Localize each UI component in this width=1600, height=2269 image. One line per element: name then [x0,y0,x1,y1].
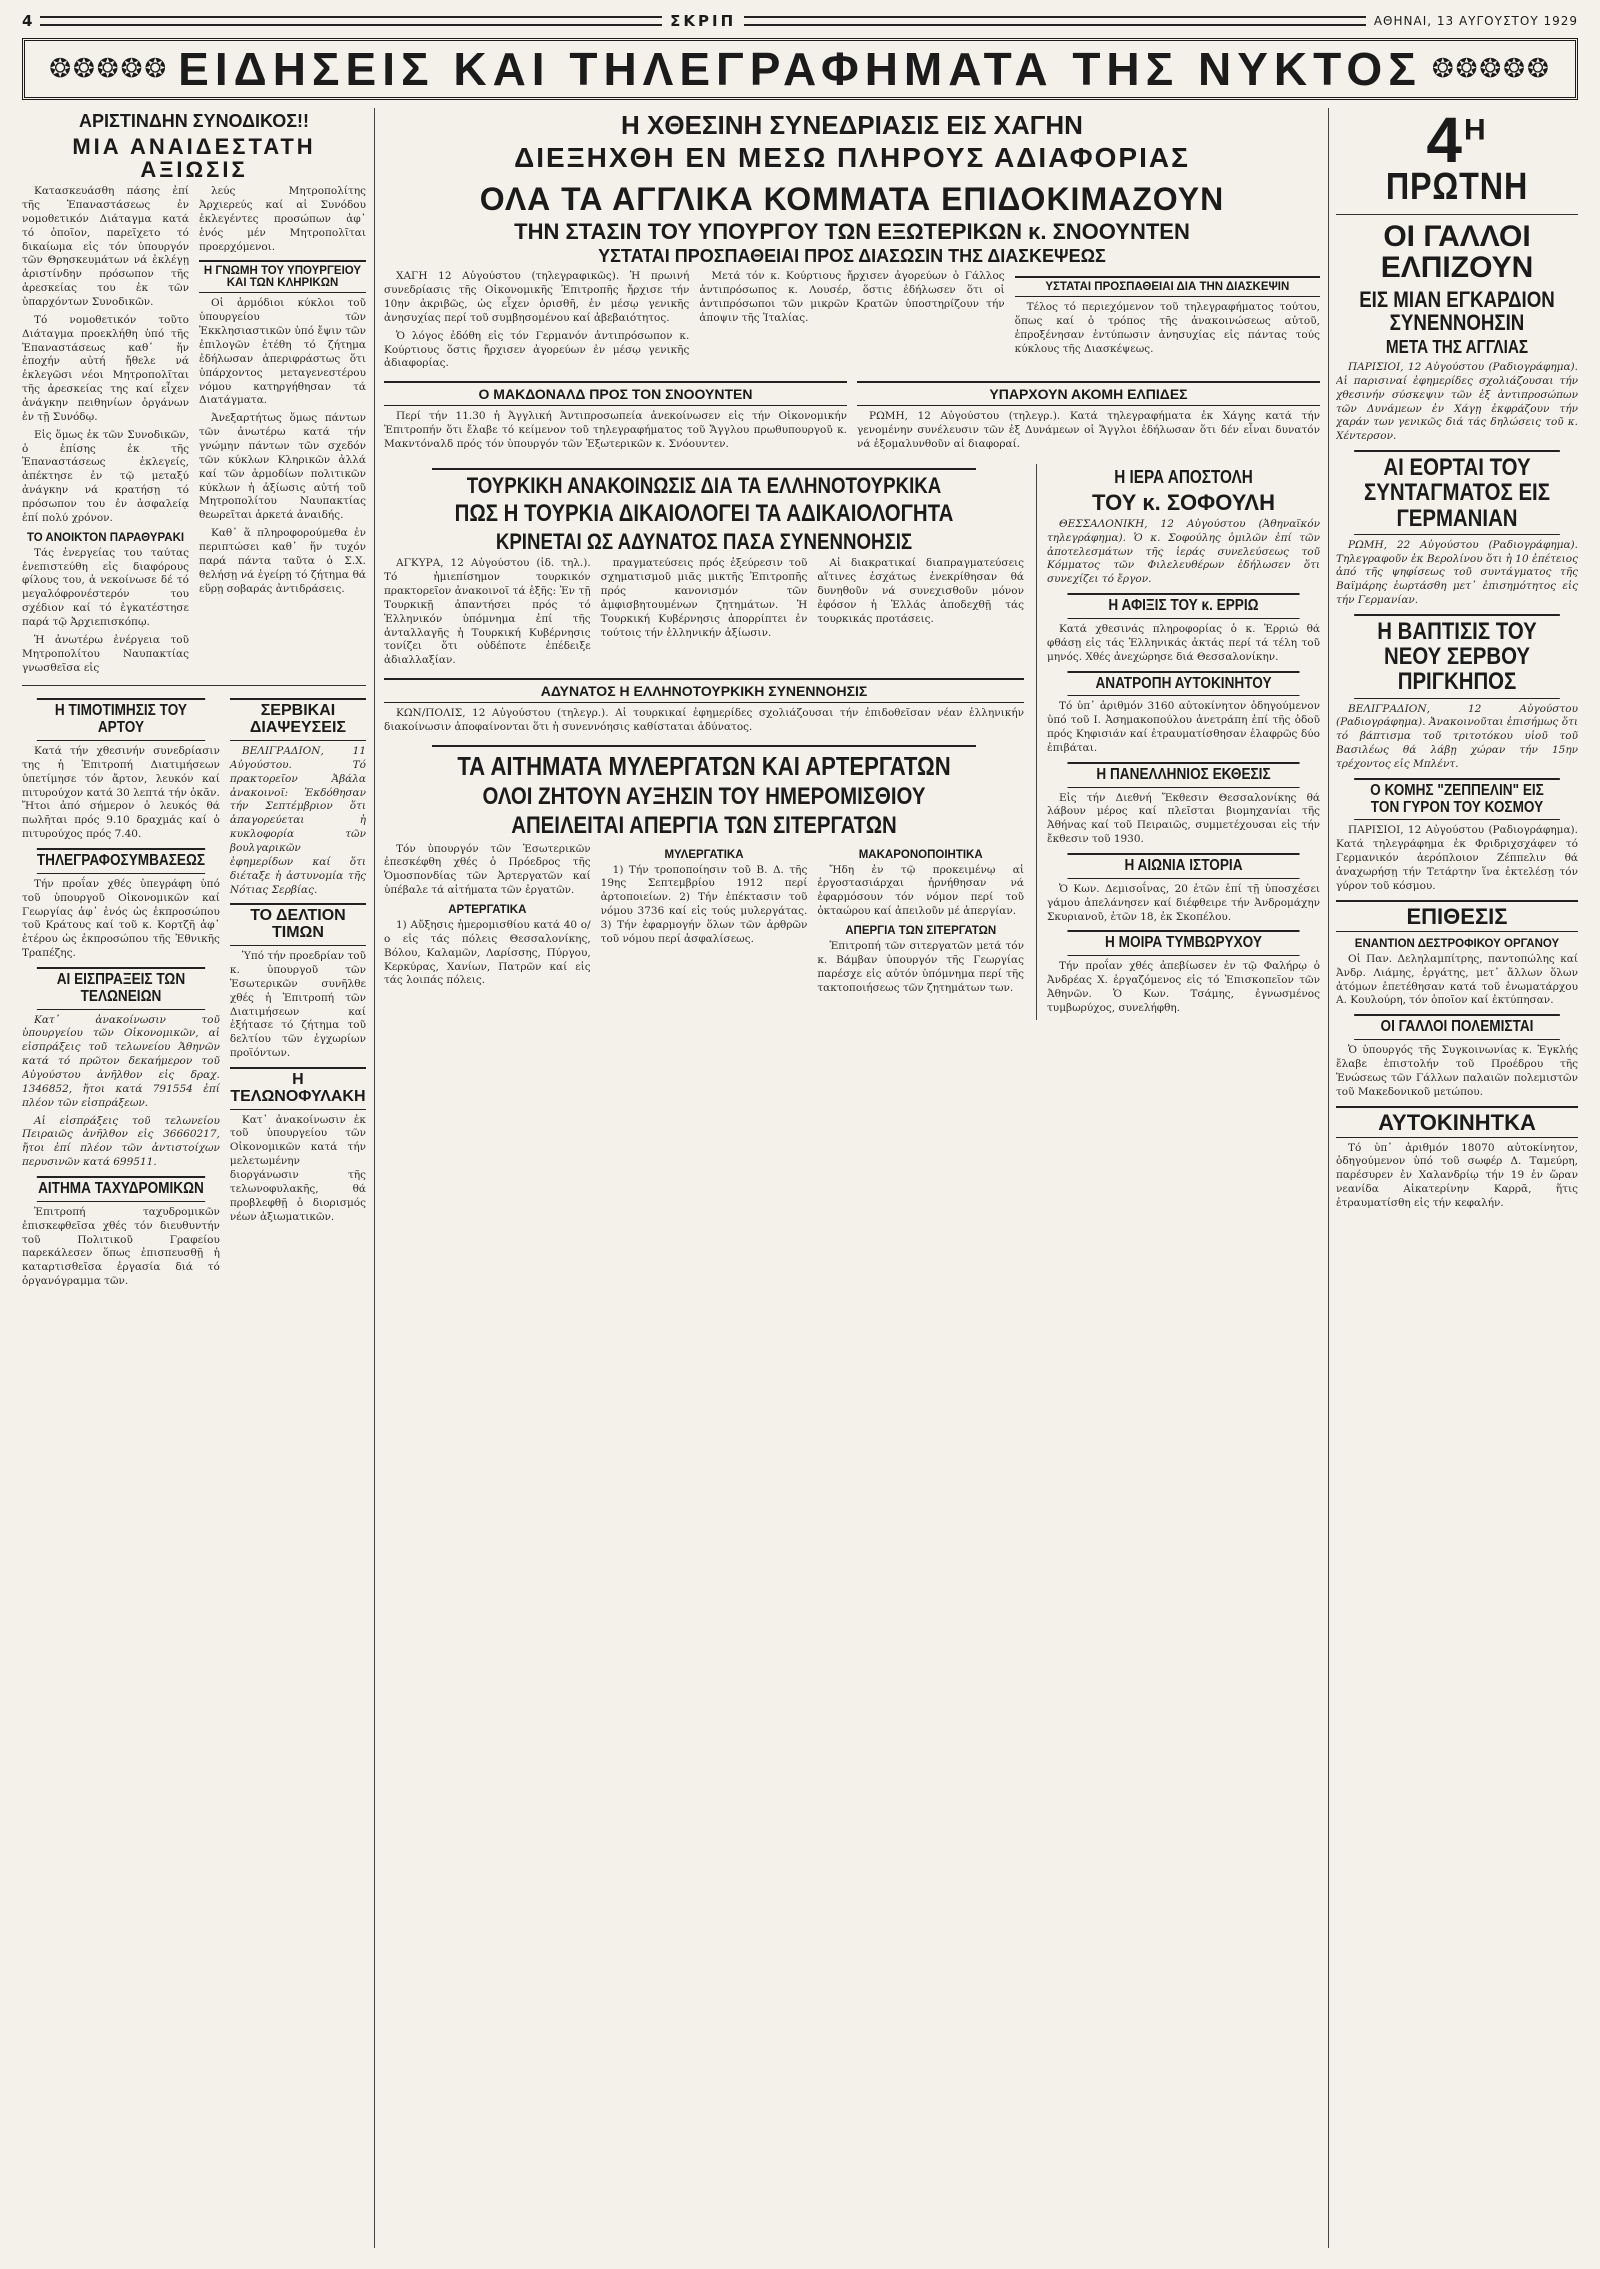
article-paragraph: Εἰς τήν Διεθνή Ἔκθεσιν Θεσσαλονίκης θά λάβουν μέρος καί πλεῖσται βιομηχανίαι τῆς Ἀθήνας καί τοῦ Πειραιῶς, συμμετέχουσαι εἰς τήν ἔκθεσιν τοῦ 1930. [1047,791,1320,846]
turkish-article [384,464,1024,1020]
article-paragraph: Ὑπό τήν προεδρίαν τοῦ κ. ὑπουργοῦ τῶν Ἐσωτερικῶν συνῆλθε χθές ἡ Ἐπιτροπή τῶν Διατιμήσεων καί ἐξήτασε τό ζήτημα τοῦ δελτίου τῶν ἐγχωρίων προϊόντων. [229,950,366,1060]
column-t3 [817,557,1024,672]
article-headline: ΑΠΕΙΛΕΙΤΑΙ ΑΠΕΡΓΙΑ ΤΩΝ ΣΙΤΕΡΓΑΤΩΝ [511,812,897,840]
article-paragraph: Αἱ εἰσπράξεις τοῦ τελωνείου Πειραιῶς ἀνῆλθον εἰς 36660217, ἤτοι ἐπί πλέον τῶν ἀντιστοίχων περυσινῶν κατά 699511. [22,1114,220,1169]
article-paragraph: Τάς ἐνεργείας του ταύτας ἐνεπιστεύθη εἰς διαφόρους φίλους του, ἀ νεκοίνωσε δέ τό μεγαλόφρονέστερόν του σχέδιον καί τό ἐγκατέστησε παρά τῷ Ἀρχιεπισκόπῳ. [22,546,189,628]
article-subhead: ΥΣΤΑΤΑΙ ΠΡΟΣΠΑΘΕΙΑΙ ΔΙΑ ΤΗΝ ΔΙΑΣΚΕΨΙΝ [1015,276,1320,297]
article-paragraph: ΡΩΜΗ, 12 Αὐγούστου (τηλεγρ.). Κατά τηλεγραφήματα ἐκ Χάγης κατά τήν γενομένην συνέλευσιν τῶν ἐξ Δυνάμεων οἱ Ἄγγλοι ἐδήλωσαν ὅτι δέν εἶναι δυνατόν νά ἐξομαλυνθοῦν αἱ διαφοραί. [857,410,1320,450]
column-b-lower [230,692,366,1293]
column-c3 [1015,270,1320,375]
masthead-rule [744,16,1366,26]
article-paragraph: ΒΕΛΙΓΡΑΔΙΟΝ, 12 Αὐγούστου (Ραδιογράφημα). Ἀνακοινοῦται ἐπισήμως ὅτι τό βάπτισμα τοῦ τριτοτόκου υἱοῦ τοῦ Βασιλέως θά λάβῃ χώραν τήν 15ην τρέχοντος εἰς Μπλέντ. [1336,702,1578,770]
article-headline: ΑΙ ΕΟΡΤΑΙ ΤΟΥ ΣΥΝΤΑΓΜΑΤΟΣ ΕΙΣ ΓΕΡΜΑΝΙΑΝ [1354,450,1560,535]
edition-label: ΠΡΩΤΝΗ [1385,166,1529,208]
column-b [199,185,366,679]
article-kicker: ΑΡΙΣΤΙΝΔΗΝ ΣΥΝΟΔΙΚΟΣ!! [79,111,309,131]
article-headline: Η ΤΕΛΩΝΟΦΥΛΑΚΗ [230,1067,366,1110]
article-paragraph: Τόν ὑπουργόν τῶν Ἐσωτερικῶν ἐπεσκέφθη χθές ὁ Πρόεδρος τῆς Ὁμοσπονδίας τῶν Ἀρτεργατῶν καί ὑπέβαλε τά αἰτήματα τῶν ἐργατῶν. [384,842,591,897]
center-block [384,108,1320,1020]
side-column [1036,464,1320,1020]
article-paragraph: Ὁ Κων. Δεμισοΐνας, 20 ἐτῶν ἐπί τῇ ὑποσχέσει γάμου ἀπελάνησεν καί διέφθειρε τήν Ἀνδρομάχην Σκυριανοῦ, ἐτῶν 18, ἐκ Σκοπέλου. [1047,882,1320,923]
newspaper-page [22,12,1578,2257]
article-headline: Η ΑΦΙΞΙΣ ΤΟΥ κ. ΕΡΡΙΩ [1067,593,1299,619]
article-paragraph: Ἤδη ἐν τῷ προκειμένῳ αἱ ἐργοστασιάρχαι ἠρνήθησαν νά ἐφαρμόσουν τόν νόμον περί τοῦ ὀκταώρου καί ἀπειλοῦν μέ ἀπεργίαν. [817,863,1025,918]
article-headline: ΤΟ ΔΕΛΤΙΟΝ ΤΙΜΩΝ [230,903,366,946]
article-paragraph: Εἰς ὅμως ἐκ τῶν Συνοδικῶν, ὁ ἐπίσης ἐκ τῆς Ἐπαναστάσεως ἐκλεγείς, ἀπέκτησε ἐν τῷ μεταξύ ἀνάγκην νά κρατήσῃ τό πρόσωπον του ἐν ἀσφαλείᾳ ἐπί πολύ χρόνον. [22,428,189,524]
article-subhead: Ο ΜΑΚΔΟΝΑΛΔ ΠΡΟΣ ΤΟΝ ΣΝΟΟΥΝΤΕΝ [384,381,847,406]
article-paragraph: Κατά χθεσινάς πληροφορίας ὁ κ. Ἐρριώ θά φθάσῃ εἰς τάς Ἑλληνικάς ἀκτάς περί τά τέλη τοῦ μηνός. Χθές ἀνεχώρησε διά Θεσσαλονίκην. [1047,622,1320,663]
article-headline: ΥΣΤΑΤΑΙ ΠΡΟΣΠΑΘΕΙΑΙ ΠΡΟΣ ΔΙΑΣΩΣΙΝ ΤΗΣ ΔΙΑΣΚΕΨΕΩΣ [598,246,1106,267]
right-column [1336,108,1578,1215]
article-columns [384,843,1024,1000]
left-block [22,108,366,1293]
article-paragraph: ΒΕΛΙΓΡΑΔΙΟΝ, 11 Αὐγούστου. Τό πρακτορεῖον Ἀβάλα ἀνακοινοῖ: Ἐκδόθησαν τήν Σεπτέμβριον ὅτι ἀπαγορεύεται ἡ κυκλοφορία τῶν βουλγαρικῶν ἐφημερίδων καί ὅτι διέταξε ἡ ἀστυνομία τῆς Νότιας Σερβίας. [229,745,366,896]
article-columns [384,557,1024,672]
article-paragraph: Τό ὑπ᾽ ἀριθμόν 3160 αὐτοκίνητον ὁδηγούμενον ὑπό τοῦ Ι. Ἀσημακοπούλου ἀνετράπη ἐπί τῆς ὁδοῦ πρός Κηφισιάν καί ἐτραυματίσθησαν ἐλαφρῶς δύο ἐπιβάται. [1047,700,1320,754]
page-number: 4 [22,12,33,30]
article-paragraph: Αἱ διακρατικαί διαπραγματεύσεις αἵτινες ἐσχάτως ἐνεκρίθησαν θά δυνηθοῦν νά συνεχισθοῦν μόνον ἐφόσον ἡ Ἑλλάς ἀποδεχθῇ τάς τουρκικάς προτάσεις. [817,557,1025,625]
column-t1 [384,557,591,672]
article-paragraph: Οἱ ἁρμόδιοι κύκλοι τοῦ ὑπουργείου τῶν Ἐκκλησιαστικῶν ὑπό ἔψιν τῶν ἐπιλογῶν ἐτέθη τό ζήτημα ἐδήλωσαν ἀπεριφράστως ὅτι ὑπάρχοντος μεταγενεστέρου νόμου κατηργήθησαν τά Διατάγματα. [199,297,366,407]
article-paragraph: Τό ὑπ᾽ ἀριθμόν 18070 αὐτοκίνητον, ὁδηγούμενον ὑπό τοῦ σωφέρ Δ. Ταμεύρη, παρέσυρεν ἐν Χαλανδρίῳ τήν 19 ἐν ὥραν νεανίδα Αἰκατερίνην Καρρᾶ, ἥτις ἐτραυματίσθη εἰς τήν κεφαλήν. [1336,1141,1578,1210]
article-paragraph: Ὁ λόγος ἐδόθη εἰς τόν Γερμανόν ἀντιπρόσωπον κ. Κούρτιους ὅστις ἤρχισεν ἀγορεύων ἐν μέσῳ γενικῆς ἀδιαφορίας. [384,329,690,370]
article-paragraph: Τήν προΐαν χθές ὑπεγράφη ὑπό τοῦ ὑπουργοῦ Οἰκονομικῶν καί Γεωργίας ἀφ᾽ ἑνός ὡς ἐκπροσώπου τοῦ Κράτους καί τοῦ κ. Κορτζῆ ἀφ᾽ ἑτέρου ὡς ἐκπροσώπου τῆς Ἐθνικῆς Τραπέζης. [22,877,220,960]
article-paragraph: Κατά τήν χθεσινήν συνεδρίασιν της ἡ Ἐπιτροπή Διατιμήσεων ὑπετίμησε τόν ἄρτον, λευκόν καί πιτυρούχον κατά 30 λεπτά τήν ὀκᾶν. Ἤτοι ἀπό σήμερον ὁ λευκός θά πωλῆται πρός 9.10 δραχμάς καί ὁ πιτυρούχος πρός 7.40. [22,745,220,841]
article-paragraph: Περί τήν 11.30 ἡ Ἀγγλική Ἀντιπροσωπεία ἀνεκοίνωσεν εἰς τήν Οἰκονομικήν Ἐπιτροπήν ὅτι ἔλαβε τό κείμενον τοῦ τηλεγραφήματος τοῦ Ἄγγλου πρωθυπουργοῦ κ. Μακντόναλδ πρός τόν ὑπουργόν τῶν Ἐξωτερικῶν κ. Σνόουντεν. [384,410,847,450]
article-columns [384,270,1320,375]
article-headline: ΤΑ ΑΙΤΗΜΑΤΑ ΜΥΛΕΡΓΑΤΩΝ ΚΑΙ ΑΡΤΕΡΓΑΤΩΝ [432,745,976,780]
article-paragraph: Ὁ ὑπουργός τῆς Συγκοινωνίας κ. Ἐγκλής ἔλαβε ἐπιστολήν τοῦ Προέδρου τῆς Ἑνώσεως τῶν Γάλλων παλαιῶν πολεμιστῶν τοῦ Μακεδονικοῦ μετώπου. [1336,1044,1578,1098]
article-headline: ΣΕΡΒΙΚΑΙ ΔΙΑΨΕΥΣΕΙΣ [230,698,366,741]
article-headline: Η ΤΙΜΟΤΙΜΗΣΙΣ ΤΟΥ ΑΡΤΟΥ [37,698,205,741]
article-headline: ΟΙ ΓΑΛΛΟΙ ΕΛΠΙΖΟΥΝ [1380,219,1534,285]
article-paragraph: 1) Τήν τροποποίησιν τοῦ Β. Δ. τῆς 19ης Σεπτεμβρίου 1912 περί ἀρτοποιείων. 2) Τήν ἐπέκτασιν τοῦ νόμου 3736 καί εἰς τούς μυλεργάτας. 3) Τήν ἐφαρμογήν ὅλων τῶν ἀρθρῶν τοῦ νόμου περί ἀσφαλίσεως. [600,863,808,945]
article-headline: ΜΕΤΑ ΤΗΣ ΑΓΓΛΙΑΣ [1385,337,1529,358]
article-paragraph: Τέλος τό περιεχόμενον τοῦ τηλεγραφήματος τούτου, ὅπως καί ὁ τρόπος τῆς ἀνακοινώσεως αὐτοῦ, ἐπροξένησαν ἐντύπωσιν ἀνησυχίας εἰς πάντας τούς κύκλους τῆς Διασκέψεως. [1014,301,1320,355]
paper-name: ΣΚΡΙΠ [670,12,737,30]
article-headline: ΤΟΥ κ. ΣΟΦΟΥΛΗ [1092,489,1275,515]
column-rule [374,108,375,2248]
article-paragraph: Ἀνεξαρτήτως ὅμως πάντων τῶν ἀνωτέρω κατά τήν γνώμην πάντων τῶν σχεδόν τῶν κύκλων Κληρικῶν ἀλλά καί τῶν ἁρμοδίων πολιτικῶν κύκλων ἡ ἀξίωσις αὐτή τοῦ Μητροπολίτου Ναυπακτίας θεωρεῖται ἀρκετά ἀναιδής. [199,412,366,522]
column-m3 [817,843,1024,1000]
article-headline: Η ΧΘΕΣΙΝΗ ΣΥΝΕΔΡΙΑΣΙΣ ΕΙΣ ΧΑΓΗΝ [621,110,1083,140]
article-subhead: ΕΝΑΝΤΙΟΝ ΔΕΣΤΡΟΦΙΚΟΥ ΟΡΓΑΝΟΥ [1354,937,1560,950]
banner-title: ΕΙΔΗΣΕΙΣ ΚΑΙ ΤΗΛΕΓΡΑΦΗΜΑΤΑ ΤΗΣ ΝΥΚΤΟΣ [178,43,1422,95]
article-headline: ΟΛΑ ΤΑ ΑΓΓΛΙΚΑ ΚΟΜΜΑΤΑ ΕΠΙΔΟΚΙΜΑΖΟΥΝ [479,180,1225,217]
article-paragraph: ΠΑΡΙΣΙΟΙ, 12 Αὐγούστου (Ραδιογράφημα). Κατά τηλεγράφημα ἐκ Φριδριχσχάφεν τό Γερμανικόν ἀερόπλοιον Ζέππελιν θά ἀναχωρήσῃ τήν Τετάρτην ἵνα ἐκτελέσῃ τόν γύρον τοῦ κόσμου. [1336,824,1578,892]
article-headline: Η ΑΙΩΝΙΑ ΙΣΤΟΡΙΑ [1067,853,1299,879]
turkish-and-side [384,464,1320,1020]
article-subhead: ΑΡΤΕΡΓΑΤΙΚΑ [448,903,527,916]
ornament-right: ❂❂❂❂❂ [1431,54,1551,84]
article-headline: ΜΙΑ ΑΝΑΙΔΕΣΤΑΤΗ ΑΞΙΩΣΙΣ [72,133,316,182]
article-subhead: ΜΥΛΕΡΓΑΤΙΚΑ [664,848,744,861]
article-headline: ΑΙΤΗΜΑ ΤΑΧΥΔΡΟΜΙΚΩΝ [37,1176,205,1202]
article-paragraph: 1) Αὔξησις ἡμερομισθίου κατά 40 ο/ο εἰς τάς πόλεις Θεσσαλονίκης, Βόλου, Καλαμῶν, Λαρίσσης, Πύργου, Κερκύρας, Χανίων, Πατρῶν καί εἰς τάς λοιπάς πόλεις. [384,918,591,987]
article-paragraph: λεύς Μητροπολίτης Ἀρχιερεύς καί αἱ Συνόδου ἐκλεγέντες προσώπων ἀφ᾽ ἑνός μέν Μητροπολῖται προερχόμενοι. [199,185,366,253]
edition-suffix: Η [1463,113,1488,147]
article-paragraph: Κατ᾽ ἀνακοίνωσιν ἐκ τοῦ ὑπουργείου τῶν Οἰκονομικῶν κατά τήν μελετωμένην διοργάνωσιν τῆς τελωνοφυλακῆς, θά προβλεφθῇ ὁ διορισμός νέων ἀξιωματικῶν. [229,1113,366,1223]
article-headline: ΕΠΙΘΕΣΙΣ [1336,900,1578,932]
ornament-left: ❂❂❂❂❂ [49,54,169,84]
column-c1 [384,270,689,375]
column-t2 [601,557,808,672]
article-headline: ΑΙ ΕΙΣΠΡΑΞΕΙΣ ΤΩΝ ΤΕΛΩΝΕΙΩΝ [37,967,205,1010]
article-headline: Ο ΚΟΜΗΣ "ΖΕΠΠΕΛΙΝ" ΕΙΣ ΤΟΝ ΓΥΡΟΝ ΤΟΥ ΚΟΣΜΟΥ [1354,778,1560,821]
article-paragraph: πραγματεύσεις πρός ἐξεύρεσιν τοῦ σχηματισμοῦ μιᾶς μικτῆς Ἐπιτροπῆς πρός κανονισμόν τῶν ἀμφισβητουμένων ζητημάτων. Ἡ Τουρκική Κυβέρνησις ἀπορρίπτει ἐν τούτοις τήν ἑλληνικήν ἀξίωσιν. [600,557,808,639]
masthead-rule [40,16,662,26]
article-headline: Η ΙΕΡΑ ΑΠΟΣΤΟΛΗ [1114,466,1253,487]
article-headline: ΕΙΣ ΜΙΑΝ ΕΓΚΑΡΔΙΟΝ ΣΥΝΕΝΝΟΗΣΙΝ [1359,286,1555,335]
article-subhead: ΤΟ ΑΝΟΙΚΤΟΝ ΠΑΡΑΘΥΡΑΚΙ [26,531,185,544]
article-headline: ΤΗΝ ΣΤΑΣΙΝ ΤΟΥ ΥΠΟΥΡΓΟΥ ΤΩΝ ΕΞΩΤΕΡΙΚΩΝ κ. ΣΝΟΟΥΝΤΕΝ [514,219,1190,245]
divider [1336,214,1578,215]
article-headline: ΟΙ ΓΑΛΛΟΙ ΠΟΛΕΜΙΣΤΑΙ [1354,1014,1560,1040]
article-paragraph: Καθ᾽ ἅ πληροφορούμεθα ἐν περιπτώσει καθ᾽ ἥν τυχόν παρά πάντα ταῦτα ὁ Σ.Χ. θελήσῃ νά ἐγείρῃ τό ζήτημα θά εὕρῃ σοβαράς ἀντιδράσεις. [199,527,366,595]
article-subhead: ΜΑΚΑΡΟΝΟΠΟΙΗΤΙΚΑ [858,848,983,861]
article-headline: ΟΛΟΙ ΖΗΤΟΥΝ ΑΥΞΗΣΙΝ ΤΟΥ ΗΜΕΡΟΜΙΣΘΙΟΥ [482,783,926,811]
article-paragraph: Κατασκευάσθη πάσης ἐπί τῆς Ἐπαναστάσεως ἐν νομοθετικόν Διάταγμα κατά τό ὁποῖον, παρεῖχετο τό δικαίωμα εἰς τόν ὑπουργόν τῶν Θρησκευμάτων νά ἐκλέγῃ ἀριστίνδην πρόσωπον τῆς ἀρεσκείας του ἐκ τῶν ὑπαρχόντων Συνοδικῶν. [22,185,189,308]
column-c4 [384,375,847,456]
article-headline: Η ΜΟΙΡΑ ΤΥΜΒΩΡΥΧΟΥ [1067,930,1299,956]
article-columns [22,185,366,679]
lower-columns [22,692,366,1293]
edition-number: 4 [1426,108,1464,176]
column-a-lower [22,692,220,1293]
article-paragraph: Ἡ ἀνωτέρω ἐνέργεια τοῦ Μητροπολίτου Ναυπακτίας γνωσθεῖσα εἰς [22,633,189,674]
column-m2 [601,843,808,1000]
article-headline: ΑΝΑΤΡΟΠΗ ΑΥΤΟΚΙΝΗΤΟΥ [1067,671,1299,697]
article-columns [384,375,1320,456]
section-banner [22,38,1578,100]
article-headline: ΚΡΙΝΕΤΑΙ ΩΣ ΑΔΥΝΑΤΟΣ ΠΑΣΑ ΣΥΝΕΝΝΟΗΣΙΣ [495,529,913,555]
article-headline: Η ΒΑΠΤΙΣΙΣ ΤΟΥ ΝΕΟΥ ΣΕΡΒΟΥ ΠΡΙΓΚΗΠΟΣ [1354,614,1560,699]
article-paragraph: ΑΓΚΥΡΑ, 12 Αὐγούστου (ἰδ. τηλ.). Τό ἡμιεπίσημον τουρκικόν πρακτορεῖον ἀνακοινοῖ τά ἑξῆς: Ἐν τῇ Τουρκικῇ ἀπαντήσει πρός τό Ἑλληνικόν ὑπόμνημα ἐπί τῆς ἀνταλλαγῆς ἡ Τουρκική Κυβέρνησις τονίζει ὅτι οὐδέποτε ἐπέδειξε ἀδιαλλαξίαν. [384,557,591,667]
article-subhead: ΑΠΕΡΓΙΑ ΤΩΝ ΣΙΤΕΡΓΑΤΩΝ [845,924,997,937]
article-subhead: Η ΓΝΩΜΗ ΤΟΥ ΥΠΟΥΡΓΕΙΟΥ ΚΑΙ ΤΩΝ ΚΛΗΡΙΚΩΝ [199,260,366,293]
article-paragraph: Μετά τόν κ. Κούρτιους ἤρχισεν ἀγορεύων ὁ Γάλλος ἀντιπρόσωπος κ. Λουσέρ, ὅστις ἐδήλωσεν ὅτι οἱ ἀντιπρόσωποι τῶν μικρῶν Κρατῶν ὑποστηρίζουν τήν ἀποψιν τῆς Ἰταλίας. [699,270,1005,324]
article-paragraph: ΘΕΣΣΑΛΟΝΙΚΗ, 12 Αὐγούστου (Ἀθηναϊκόν τηλεγράφημα). Ὁ κ. Σοφούλης ὁμιλῶν ἐπί τῶν ἀποτελεσμάτων τῆς ἱεράς συνελεύσεως τοῦ Κόμματος τῶν Φιλελευθέρων ἐδήλωσεν ὅτι συνεχίζει τό ἔργον. [1047,517,1320,586]
article-paragraph: Ἐπιτροπή ταχυδρομικῶν ἐπισκεφθεῖσα χθές τόν διευθυντήν τοῦ Πολιτικοῦ Γραφείου παρεκάλεσεν ὅπως ἐπισπευσθῇ ἡ καταρτισθεῖσα ἐργασία διά τό ὀργανόγραμμα τῶν. [22,1205,220,1288]
column-a [22,185,189,679]
masthead [22,12,1578,30]
divider [22,685,366,686]
article-paragraph: ΚΩΝ/ΠΟΛΙΣ, 12 Αὐγούστου (τηλεγρ.). Αἱ τουρκικαί ἐφημερίδες σχολιάζουσαι τήν ἐπιδοθεῖσαν νέαν ἑλληνικήν διακοίνωσιν ἀποφαίνονται ὅτι ἡ συνεννόησις καθίσταται ἀδύνατος. [384,707,1024,733]
article-paragraph: Οἱ Παν. Δεληλαμπίτρης, παντοπώλης καί Ἀνδρ. Λιάμης, ἐργάτης, μετ᾽ ἄλλων ὅλων ἀτόμων ἐπετέθησαν κατά τοῦ ἐνωματάρχου Α. Κουλούρη, τόν ὁποῖον καί ἐκτύπησαν. [1336,952,1578,1007]
article-subhead: ΥΠΑΡΧΟΥΝ ΑΚΟΜΗ ΕΛΠΙΔΕΣ [857,381,1320,406]
column-c2 [699,270,1004,375]
article-paragraph: ΡΩΜΗ, 22 Αὐγούστου (Ραδιογράφημα). Τηλεγραφοῦν ἐκ Βερολίνου ὅτι ἡ 10 ἐπέτειος ἀπό τῆς ψηφίσεως τοῦ συντάγματος τῆς Βαϊμάρης ἑωρτάσθη μετ᾽ ἐπισημότητος εἰς τήν Γερμανίαν. [1336,538,1578,607]
column-c5 [857,375,1320,456]
article-paragraph: Κατ᾽ ἀνακοίνωσιν τοῦ ὑπουργείου τῶν Οἰκονομικῶν, αἱ εἰσπράξεις τοῦ τελωνείου Ἀθηνῶν κατά τό πρῶτον δεκαήμερον τοῦ Αὐγούστου ἀνῆλθον εἰς δραχ. 1346852, ἤτοι κατά 791554 ἐπί πλέον τῶν εἰσπράξεων. [22,1013,220,1109]
article-headline: ΔΙΕΞΗΧΘΗ ΕΝ ΜΕΣΩ ΠΛΗΡΟΥΣ ΑΔΙΑΦΟΡΙΑΣ [514,142,1190,174]
article-headline: ΑΥΤΟΚΙΝΗΤΚΑ [1336,1106,1578,1138]
article-headline: ΤΟΥΡΚΙΚΗ ΑΝΑΚΟΙΝΩΣΙΣ ΔΙΑ ΤΑ ΕΛΛΗΝΟΤΟΥΡΚΙΚΑ [432,468,976,497]
column-rule [1328,108,1329,2248]
article-paragraph: Τήν προΐαν χθές ἀπεβίωσεν ἐν τῷ Φαλήρῳ ὁ Ἀνδρέας Χ. ἐργαζόμενος εἰς τό Ἐπισκοπεῖον τῶν Ἀθηνῶν. Ὁ Κων. Τσάμης, ἐγνωσμένος τυμβωρύχος, συνελήφθη. [1047,960,1320,1014]
fourth-edition-mark [1336,108,1578,176]
article-paragraph: Τό νομοθετικόν τοῦτο Διάταγμα προεκλήθη ὑπό τῆς Ἐπαναστάσεως καθ᾽ ἥν ἐποχήν αὐτή ἤθελε νά ἐκλεγῶσι νέοι Μητροπολῖται τῆς ἀρεσκείας της καί εἶχεν ἀνάγκην πειθηνίων ὀργάνων ἐν τῇ Συνόδῳ. [22,313,189,423]
article-paragraph: ΧΑΓΗ 12 Αὐγούστου (τηλεγραφικῶς). Ἡ πρωινή συνεδρίασις τῆς Οἰκονομικῆς Ἐπιτροπῆς ἤρχισε τήν 10ην ἀκριβῶς, ὡς εἶχεν ὁρισθῆ, ἐν μέσῳ γενικῆς ἀνησυχίας περί τοῦ συμβησομένου καί ἀβεβαιότητος. [384,270,690,324]
issue-date: ΑΘΗΝΑΙ, 13 ΑΥΓΟΥΣΤΟΥ 1929 [1373,14,1578,28]
article-subhead: ΑΔΥΝΑΤΟΣ Η ΕΛΛΗΝΟΤΟΥΡΚΙΚΗ ΣΥΝΕΝΝΟΗΣΙΣ [384,678,1024,703]
article-headline: Η ΠΑΝΕΛΛΗΝΙΟΣ ΕΚΘΕΣΙΣ [1067,762,1299,788]
article-headline: ΤΗΛΕΓΡΑΦΟΣΥΜΒΑΣΕΩΣ [37,848,205,874]
article-paragraph: ΠΑΡΙΣΙΟΙ, 12 Αὐγούστου (Ραδιογράφημα). Αἱ παρισιναί ἐφημερίδες σχολιάζουσαι τήν χθεσινήν σύσκεψιν τῶν ἐξ ἀντιπροσώπων τῶν Δυνάμεων ἐν Χάγῃ ἐκφράζουν τήν χαράν των γενικῶς διά τάς δηλώσεις τοῦ κ. Χέντερσον. [1336,360,1578,443]
article-headline: ΠΩΣ Η ΤΟΥΡΚΙΑ ΔΙΚΑΙΟΛΟΓΕΙ ΤΑ ΑΔΙΚΑΙΟΛΟΓΗΤΑ [454,499,954,527]
column-m1 [384,843,591,1000]
article-paragraph: Ἐπιτροπή τῶν σιτεργατῶν μετά τόν κ. Βάμβαν ὑπουργόν τῆς Γεωργίας παρέσχε εἰς αὐτόν ὑπόμνημα περί τῆς τακτοποιήσεως τῶν ζητημάτων των. [817,939,1025,994]
